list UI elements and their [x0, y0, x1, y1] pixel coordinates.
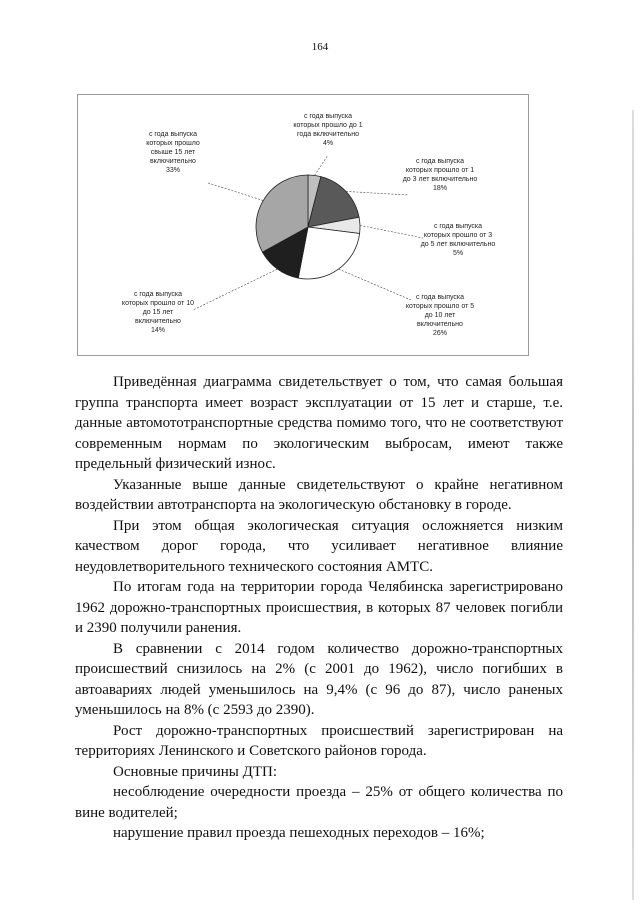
- paragraph-accident-totals: По итогам года на территории города Челябинска зарегистрировано 1962 дорожно-транспортных происшествия, в которых 87 человек погибли и 2390 получили ранения.: [75, 579, 563, 636]
- pie-chart-frame: [77, 94, 529, 356]
- paragraph-road-quality: При этом общая экологическая ситуация осложняется низким качеством дорог города, что усиливает негативное влияние неудовлетворительного технического состояния АМТС.: [75, 517, 563, 575]
- slice-label-over-15-years: с года выпуска которых прошло свыше 15 лет включительно 33%: [146, 131, 200, 174]
- paragraph-district-growth: Рост дорожно-транспортных происшествий зарегистрирован на территориях Ленинского и Советского районов города.: [75, 722, 563, 759]
- slice-over-15-years-leader-line: [208, 183, 263, 201]
- paragraph-cause-crossings: нарушение правил проезда пешеходных переходов – 16%;: [113, 825, 485, 841]
- slice-label-10-to-15-years: с года выпуска которых прошло от 10 до 15 лет включительно 14%: [121, 291, 195, 334]
- paragraph-diagram-summary: Приведённая диаграмма свидетельствует о том, что самая большая группа транспорта имеет возраст эксплуатации от 15 лет и старше, т.е. данные автомототранспортные средства помимо того, что не соответствуют современным нормам по экологическим выбросам, имеют также предельный физический износ.: [75, 374, 563, 472]
- scan-edge-shadow: [632, 110, 634, 900]
- slice-label-up-to-1-year: с года выпуска которых прошло до 1 года включительно 4%: [293, 113, 363, 147]
- paragraph-negative-impact: Указанные выше данные свидетельствуют о крайне негативном воздействии автотранспорта на экологическую обстановку в городе.: [75, 476, 563, 513]
- slice-label-3-to-5-years: с года выпуска которых прошло от 3 до 5 лет включительно 5%: [420, 223, 496, 257]
- slice-label-1-to-3-years: с года выпуска которых прошло от 1 до 3 лет включительно 18%: [402, 158, 478, 192]
- paragraph-main-causes: Основные причины ДТП:: [113, 763, 277, 780]
- page-number: 164: [311, 41, 329, 53]
- slice-label-5-to-10-years: с года выпуска которых прошло от 5 до 10 лет включительно 26%: [405, 294, 475, 337]
- slice-5-to-10-years: [298, 227, 359, 279]
- paragraph-cause-priority: несоблюдение очередности проезда – 25% от общего количества по вине водителей;: [75, 784, 563, 821]
- paragraph-comparison-2014: В сравнении с 2014 годом количество дорожно-транспортных происшествий снизилось на 2% (с 2001 до 1962), число погибших в автоавариях людей уменьшилось на 9,4% (с 96 до 87), число раненых уменьшилось на 8% (с 2593 до 2390).: [75, 640, 563, 718]
- body-text: [75, 372, 563, 844]
- slice-up-to-1-year-leader-line: [315, 155, 328, 175]
